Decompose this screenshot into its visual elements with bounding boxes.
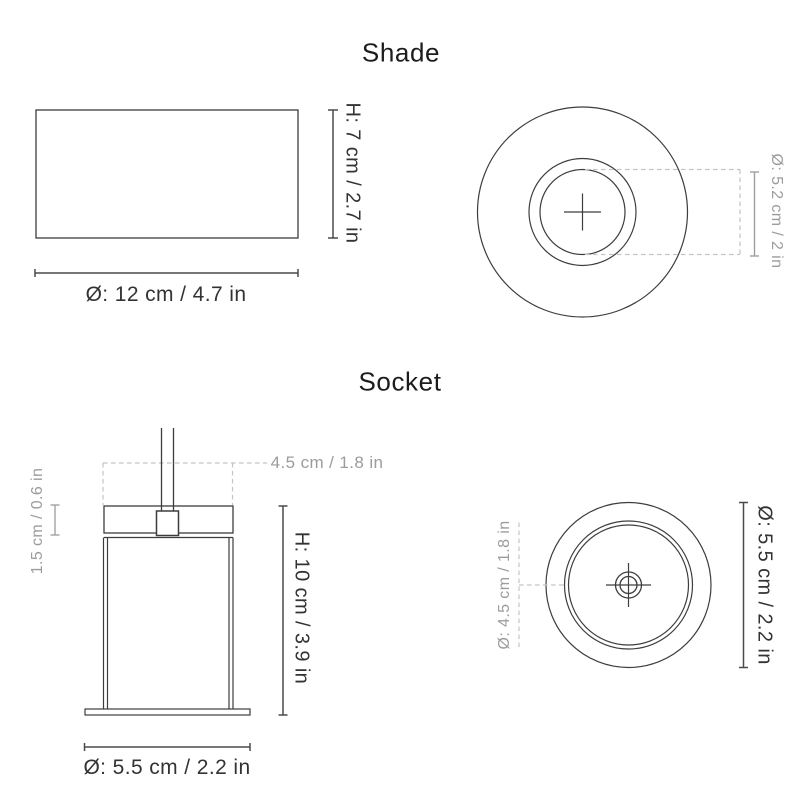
socket-nipple [157,511,179,536]
socket-side-view-drawing [51,428,288,751]
socket-center-crosshair [606,563,651,607]
socket-rim-height-label: 1.5 cm / 0.6 in [29,467,46,575]
shade-width-dimension-line [35,269,298,277]
socket-rim-height-dimension-line [51,505,60,535]
socket-dashed-extension-lines [103,463,267,505]
shade-height-dimension-line [328,110,338,238]
socket-top-view-drawing [519,503,748,668]
socket-outer-diameter-label: Ø: 5.5 cm / 2.2 in [753,505,776,665]
socket-base-plate [85,709,250,715]
socket-section-title: Socket [358,366,442,397]
shade-section-title: Shade [361,37,441,68]
shade-inner-diameter-dimension-line [750,172,759,256]
shade-outline-rect [36,110,298,238]
socket-outer-diameter-dimension-line [739,503,748,668]
socket-inner-diameter-label: Ø: 4.5 cm / 1.8 in [496,520,513,650]
shade-diameter-label: Ø: 12 cm / 4.7 in [85,283,247,306]
shade-top-view-drawing [478,107,760,317]
shade-inner-diameter-label: Ø: 5.2 cm / 2 in [768,153,785,269]
shade-dashed-extension-lines [585,170,740,255]
shade-center-crosshair [564,194,601,231]
socket-base-diameter-label: Ø: 5.5 cm / 2.2 in [83,756,251,779]
shade-height-label: H: 7 cm / 2.7 in [341,102,364,244]
socket-stem-rod [162,428,174,511]
socket-top-diameter-label: 4.5 cm / 1.8 in [270,453,384,472]
socket-height-dimension-line [279,506,288,715]
socket-body-walls [104,538,234,710]
socket-base-width-dimension-line [85,743,251,751]
socket-height-label: H: 10 cm / 3.9 in [290,531,313,685]
shade-side-view-drawing [35,110,338,277]
